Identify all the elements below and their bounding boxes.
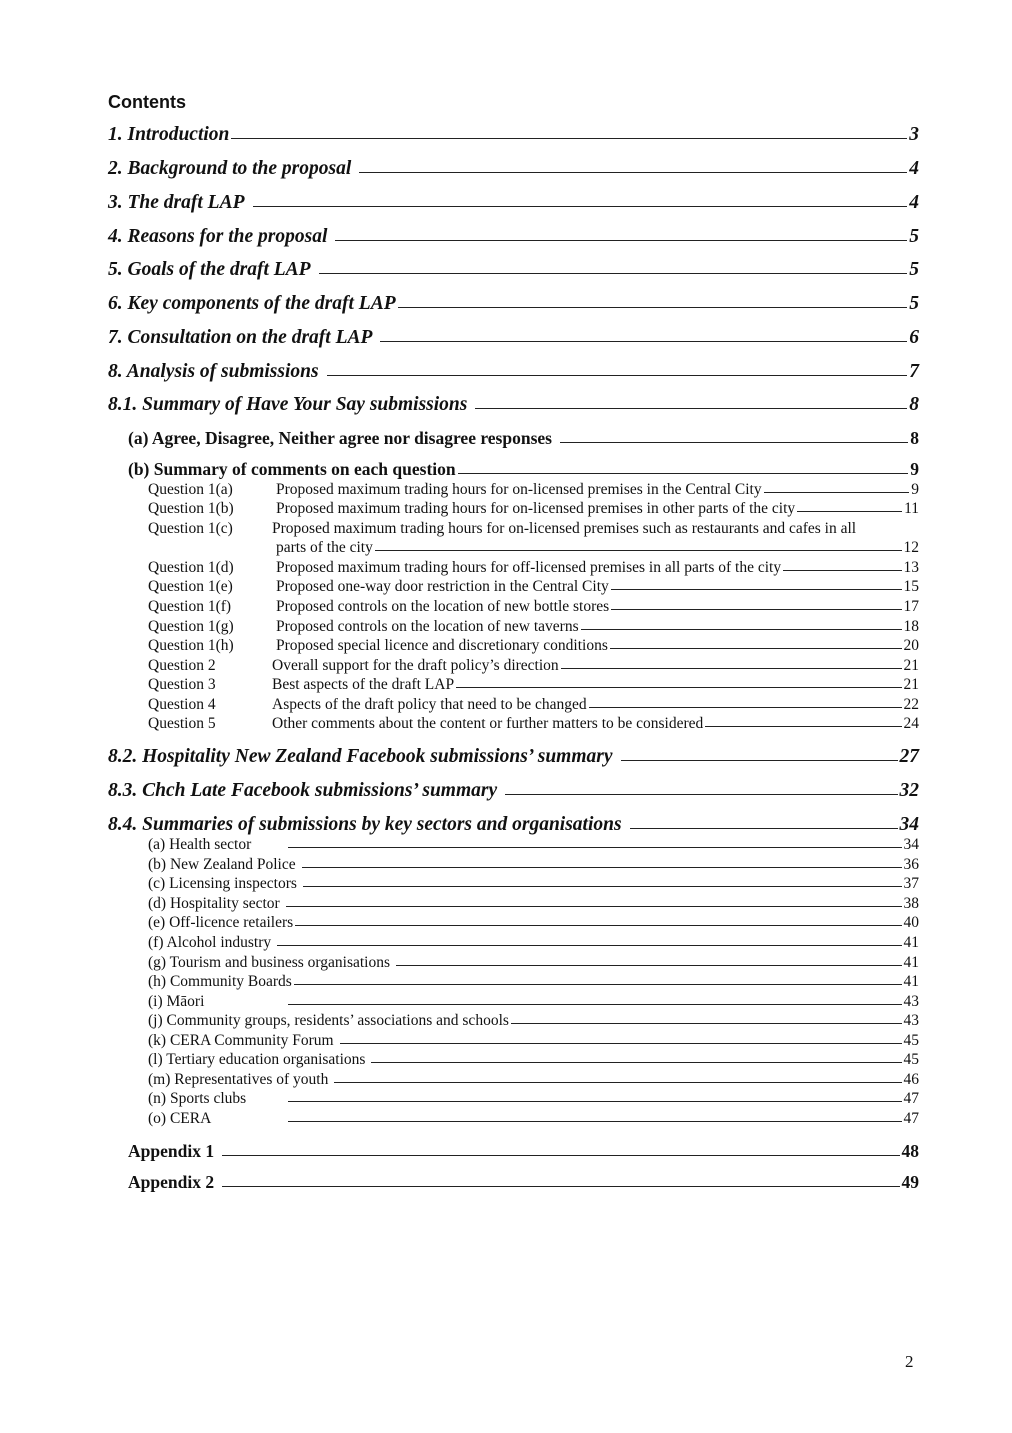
toc-page: 5 — [909, 293, 919, 314]
question-text: Overall support for the draft policy’s direction — [272, 657, 559, 674]
toc-label: (a) Health sector — [148, 836, 252, 853]
toc-page: 34 — [899, 814, 919, 835]
toc-page: 21 — [903, 676, 919, 693]
toc-page: 5 — [909, 226, 919, 247]
toc-leader — [380, 341, 907, 342]
toc-leader — [505, 794, 897, 795]
toc-page: 46 — [903, 1071, 919, 1088]
toc-entry-question[interactable] — [148, 598, 919, 616]
toc-label: 2. Background to the proposal — [108, 158, 352, 179]
toc-page: 15 — [903, 578, 919, 595]
toc-page: 43 — [903, 1012, 919, 1029]
toc-label: 6. Key components of the draft LAP — [108, 293, 396, 314]
toc-page: 17 — [903, 598, 919, 615]
toc-label: 5. Goals of the draft LAP — [108, 259, 311, 280]
toc-leader — [294, 984, 902, 985]
toc-label: (i) Māori — [148, 993, 205, 1010]
toc-page: 8 — [910, 428, 919, 448]
toc-leader — [396, 965, 901, 966]
question-number: Question 1(e) — [148, 578, 233, 595]
question-number: Question 3 — [148, 676, 216, 693]
toc-page: 34 — [903, 836, 919, 853]
toc-page: 7 — [909, 361, 919, 382]
question-text: Proposed maximum trading hours for on-licensed premises in other parts of the city — [276, 500, 796, 517]
toc-leader — [621, 760, 898, 761]
toc-entry-draft-lap[interactable] — [108, 192, 919, 214]
toc-label: (c) Licensing inspectors — [148, 875, 297, 892]
toc-label: 8.4. Summaries of submissions by key sectors and organisations — [108, 814, 622, 835]
toc-leader — [327, 375, 908, 376]
toc-entry-summary-comments[interactable] — [128, 459, 919, 480]
toc-leader — [611, 589, 902, 590]
question-text: Proposed controls on the location of new taverns — [276, 618, 579, 635]
toc-leader — [334, 1082, 901, 1083]
toc-leader — [303, 886, 902, 887]
toc-page: 9 — [910, 459, 919, 479]
toc-page: 41 — [903, 934, 919, 951]
toc-page: 47 — [903, 1110, 919, 1127]
toc-entry-organisation[interactable] — [148, 1012, 919, 1030]
toc-entry-question[interactable] — [148, 715, 919, 733]
toc-leader — [611, 609, 901, 610]
toc-leader — [302, 867, 902, 868]
toc-page: 5 — [909, 259, 919, 280]
toc-page: 38 — [903, 895, 919, 912]
toc-label: (e) Off-licence retailers — [148, 914, 294, 931]
toc-label: (g) Tourism and business organisations — [148, 954, 391, 971]
toc-label: (f) Alcohol industry — [148, 934, 272, 951]
toc-entry-introduction[interactable] — [108, 124, 919, 146]
question-number: Question 1(f) — [148, 598, 232, 615]
toc-leader — [288, 1101, 902, 1102]
toc-label: 8.3. Chch Late Facebook submissions’ summary — [108, 780, 498, 801]
toc-label: 8. Analysis of submissions — [108, 361, 319, 382]
question-number: Question 1(b) — [148, 500, 234, 517]
toc-entry-organisation[interactable] — [148, 993, 919, 1011]
toc-leader — [511, 1023, 902, 1024]
toc-entry-background[interactable] — [108, 158, 919, 180]
toc-entry-organisation[interactable] — [148, 1071, 919, 1089]
toc-label: 4. Reasons for the proposal — [108, 226, 328, 247]
toc-page: 21 — [903, 657, 919, 674]
toc-label: (n) Sports clubs — [148, 1090, 247, 1107]
toc-entry-analysis[interactable] — [108, 361, 919, 383]
toc-label: 3. The draft LAP — [108, 192, 245, 213]
toc-entry-question[interactable] — [148, 696, 919, 714]
toc-label: 7. Consultation on the draft LAP — [108, 327, 373, 348]
question-number: Question 1(d) — [148, 559, 234, 576]
toc-page: 36 — [903, 856, 919, 873]
question-text: Other comments about the content or further matters to be considered — [272, 715, 704, 732]
toc-leader — [581, 629, 902, 630]
toc-leader — [340, 1043, 902, 1044]
toc-page: 4 — [909, 158, 919, 179]
question-text-continuation: parts of the city — [276, 539, 373, 556]
toc-page: 49 — [901, 1172, 919, 1192]
toc-entry-organisation[interactable] — [148, 1110, 919, 1128]
toc-leader — [705, 726, 901, 727]
toc-label: 1. Introduction — [108, 124, 230, 145]
page-number: 2 — [905, 1352, 914, 1371]
toc-entry-chch-late-facebook[interactable] — [108, 780, 919, 802]
question-text: Proposed maximum trading hours for off-licensed premises in all parts of the city — [276, 559, 782, 576]
toc-label: (m) Representatives of youth — [148, 1071, 329, 1088]
toc-leader — [589, 707, 902, 708]
toc-entry-appendix-2[interactable] — [128, 1172, 919, 1193]
toc-leader — [630, 828, 898, 829]
toc-entry-question[interactable] — [148, 578, 919, 596]
toc-leader — [319, 273, 908, 274]
toc-page: 37 — [903, 875, 919, 892]
toc-entry-key-components[interactable] — [108, 293, 919, 315]
toc-label: (l) Tertiary education organisations — [148, 1051, 366, 1068]
question-number: Question 1(a) — [148, 481, 233, 498]
toc-entry-organisation[interactable] — [148, 934, 919, 952]
toc-label: (d) Hospitality sector — [148, 895, 280, 912]
toc-page: 12 — [903, 539, 919, 556]
toc-page: 43 — [903, 993, 919, 1010]
toc-page: 45 — [903, 1051, 919, 1068]
toc-page: 24 — [903, 715, 919, 732]
question-number: Question 1(g) — [148, 618, 234, 635]
toc-leader — [398, 307, 908, 308]
toc-leader — [277, 945, 901, 946]
toc-page: 6 — [909, 327, 919, 348]
toc-page: 11 — [904, 500, 919, 517]
toc-entry-organisation[interactable] — [148, 1090, 919, 1108]
toc-page: 20 — [903, 637, 919, 654]
question-number: Question 2 — [148, 657, 216, 674]
toc-entry-organisation[interactable] — [148, 1032, 919, 1050]
toc-label: Appendix 1 — [128, 1141, 215, 1161]
toc-page: 4 — [909, 192, 919, 213]
toc-leader — [288, 847, 902, 848]
toc-leader — [222, 1186, 899, 1187]
toc-leader — [335, 240, 907, 241]
toc-entry-organisation[interactable] — [148, 856, 919, 874]
toc-leader — [561, 668, 902, 669]
toc-leader — [783, 570, 901, 571]
toc-leader — [764, 492, 910, 493]
toc-entry-organisation[interactable] — [148, 836, 919, 854]
toc-entry-agree-disagree[interactable] — [128, 428, 919, 449]
toc-page: 47 — [903, 1090, 919, 1107]
toc-label: (j) Community groups, residents’ associations and schools — [148, 1012, 509, 1029]
toc-label: (h) Community Boards — [148, 973, 292, 990]
toc-label: (o) CERA — [148, 1110, 212, 1127]
question-text: Proposed maximum trading hours for on-licensed premises in the Central City — [276, 481, 762, 498]
question-text: Aspects of the draft policy that need to be changed — [272, 696, 587, 713]
toc-leader — [288, 1004, 902, 1005]
toc-entry-question[interactable] — [148, 637, 919, 655]
toc-entry-consultation[interactable] — [108, 327, 919, 349]
toc-entry-hospitality-facebook[interactable] — [108, 746, 919, 768]
toc-leader — [797, 511, 902, 512]
toc-page: 13 — [903, 559, 919, 576]
toc-leader — [231, 138, 907, 139]
toc-entry-appendix-1[interactable] — [128, 1141, 919, 1162]
toc-entry-organisation[interactable] — [148, 895, 919, 913]
toc-page: 41 — [903, 973, 919, 990]
toc-entry-question[interactable] — [148, 481, 919, 499]
toc-entry-question[interactable] — [148, 500, 919, 518]
toc-leader — [375, 550, 902, 551]
toc-page: 45 — [903, 1032, 919, 1049]
toc-page: 22 — [903, 696, 919, 713]
question-text: Best aspects of the draft LAP — [272, 676, 455, 693]
toc-entry-organisation[interactable] — [148, 1051, 919, 1069]
question-number: Question 4 — [148, 696, 216, 713]
toc-entry-organisation[interactable] — [148, 875, 919, 893]
toc-page: 40 — [903, 914, 919, 931]
toc-label: (b) Summary of comments on each question — [128, 459, 456, 479]
question-text: Proposed special licence and discretionary conditions — [276, 637, 608, 654]
toc-entry-organisation[interactable] — [148, 973, 919, 991]
toc-leader — [371, 1062, 901, 1063]
question-text: Proposed maximum trading hours for on-licensed premises such as restaurants and cafes in all — [272, 520, 857, 537]
toc-leader — [359, 172, 907, 173]
toc-leader — [253, 206, 908, 207]
toc-leader — [458, 473, 909, 474]
toc-label: Appendix 2 — [128, 1172, 215, 1192]
contents-heading: Contents — [108, 92, 186, 112]
toc-entry-question[interactable] — [148, 657, 919, 675]
toc-leader — [560, 442, 908, 443]
question-number: Question 1(h) — [148, 637, 234, 654]
toc-entry-organisation[interactable] — [148, 954, 919, 972]
toc-page: 3 — [909, 124, 919, 145]
toc-entry-question-continuation[interactable] — [276, 539, 919, 557]
question-number: Question 1(c) — [148, 520, 233, 537]
toc-entry-question[interactable] — [148, 618, 919, 636]
toc-leader — [475, 408, 907, 409]
toc-label: 8.2. Hospitality New Zealand Facebook submissions’ summary — [108, 746, 613, 767]
toc-page: 18 — [903, 618, 919, 635]
toc-label: (b) New Zealand Police — [148, 856, 296, 873]
toc-page: 27 — [899, 746, 919, 767]
toc-leader — [295, 925, 901, 926]
toc-label: (a) Agree, Disagree, Neither agree nor disagree responses — [128, 428, 552, 448]
toc-leader — [286, 906, 902, 907]
toc-entry-question[interactable] — [148, 559, 919, 577]
toc-leader — [610, 648, 902, 649]
toc-page: 9 — [911, 481, 919, 498]
toc-label: (k) CERA Community Forum — [148, 1032, 334, 1049]
toc-page: 32 — [899, 780, 919, 801]
toc-label: 8.1. Summary of Have Your Say submissions — [108, 394, 468, 415]
toc-entry-have-your-say[interactable] — [108, 394, 919, 416]
question-text: Proposed one-way door restriction in the Central City — [276, 578, 609, 595]
toc-leader — [222, 1155, 899, 1156]
question-number: Question 5 — [148, 715, 216, 732]
toc-leader — [456, 687, 901, 688]
toc-entry-question[interactable] — [148, 676, 919, 694]
toc-page: 41 — [903, 954, 919, 971]
toc-entry-organisation[interactable] — [148, 914, 919, 932]
toc-leader — [288, 1121, 902, 1122]
toc-entry-reasons[interactable] — [108, 226, 919, 248]
toc-entry-key-sectors[interactable] — [108, 814, 919, 836]
toc-entry-goals[interactable] — [108, 259, 919, 281]
toc-entry-question[interactable] — [148, 520, 919, 538]
toc-page: 48 — [901, 1141, 919, 1161]
toc-page: 8 — [909, 394, 919, 415]
question-text: Proposed controls on the location of new bottle stores — [276, 598, 610, 615]
